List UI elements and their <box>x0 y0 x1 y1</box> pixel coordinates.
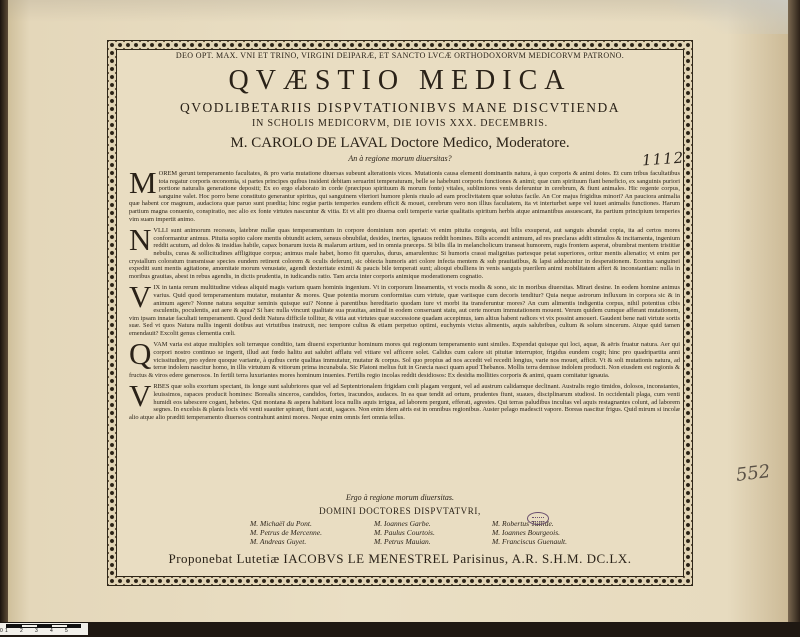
drop-cap: N <box>129 222 152 258</box>
paragraph <box>129 165 680 223</box>
paragraph-text: RBES quæ solis exortum spectant, iis longe sunt salubriores quæ vel ad Septentrionalem frigidam cœli plagam vergunt, vel ad austrum calidamque declinant. Australis regio timidos, dolosos, inconstantes, leuissimos, rapaces producit homines: Borealis sinceros, candidos, fortes, iracundos, audaces. In ea quæ tendit ad ortum, prudentes fiunt, suaues, disciplinarum studiosi. In occidentali plaga, cum venti humidi eos tabescere cogant, hebetes. Qui montana & aspera habitant loca nullis aquis irrigua, ad laborem pergunt, efferati, agrestes. Qui terras paludibus incultas vel aquis restagnantes colunt, ad laborem segnes. In excelsis & planis locis vbi venti suauiter spirant, fiunt acuti, sagaces. Non enim idem aëris est in omnibus regionibus. Auster pelago madescit vapore. Boreas nascitur frigus. Quid mirum si incolæ alio atque alio præditi temperamento diuersos contrahunt animi mores. Neque enim omnis fert omnia tellus. <box>129 383 680 421</box>
imprint: Proponebat Lutetiæ IACOBVS LE MENESTREL Parisinus, A.R. S.H.M. DC.LX. <box>168 551 632 566</box>
drop-cap: M <box>129 165 157 200</box>
scanner-left-edge <box>0 0 8 637</box>
scanner-bottom-band <box>0 622 800 637</box>
disputants-list <box>250 519 612 546</box>
subtitle: QVODLIBETARIIS DISPVTATIONIBVS MANE DISCVTIENDA <box>180 100 620 115</box>
disputant-name: M. Robertus Tullide. <box>492 519 554 528</box>
handwritten-number-margin: 552 <box>734 460 772 487</box>
paragraph <box>129 222 680 280</box>
moderator-line <box>120 134 680 152</box>
moderator-name: M. CAROLO DE LAVAL <box>230 135 387 151</box>
disputant-name: M. Michaël du Pont. <box>250 519 312 528</box>
moderator-role: Doctore Medico, Moderatore. <box>390 135 570 151</box>
paragraph-text: VAM varia est atque multiplex soli terræque conditio, tam diuersi experiuntur hominum mores qui regionum temperamento sunt similes. Expendat quisque qui loci, aquæ, & aëris fruatur natura. Aer qui corpori nostro continuo se ingerit, illud aut fœdo halitu aut salubri afflatu vel vitiare vel afficere solet. Calidus cum calore sit pituitæ interruptor, frigidus eundem cogit; hinc pro quadripartita anni vicissitudine, pro sydere quoque variante, à quibus certe qualitas immutatur, mutatur & corpus. Sol quo propius ad nos accedit vel recedit longius, varie nos mouet, afficit. Vt & soli mutationis natura, ad terræ indolem nascitur homo, in illis virtutum & vitiorum prima incunabula. Sic Platoni melius fuit in Græcia nasci quam apud Thebanos. Mollis terra demisse indolem producit. Non eiusdem est regionis & fructus & viros edere generosos. In fertili terra luxuriantes mores hominum inuenies. Fertilis regio incolas reddit desidiosos: Ex desidia mollities corporis & animi, quam comitatur ignauia. <box>129 341 680 379</box>
disputant-name: M. Ioannes Garbe. <box>374 519 431 528</box>
page-title: QVÆSTIO MEDICA <box>228 65 572 96</box>
paragraph-text: VLLI sunt animorum recessus, latebræ nullæ quas temperamentum in corpore dominium non aperiat: vt enim pituita congesta, aut bilis exsuperat, aut sanguis abundat copia, ita ad certos mores conformantur animus. Pituita sopito calore mentis obtundit aciem, sensus obnubilat, desides, inertes, ignauos reddit homines. Bilis accendit animum, ad res præclaras addit stimulos & incitamenta, ingenium reddit acutum, ad dolos & insidias habile, capax bonarum iuxta & malarum artium, sed in omnia præceps. Si bilis illa in melancholicum transeat humorem, rugis frontem asperat, obumbrat mentem tristitiæ nebulis, curas & sollicitudines affligitque corpus; animus male habet, homo fit querulus, durus, amarulentus: Si humoris crassi malignitas partesque petat superiores, oritur mentis alienatio; vt enim per crystallum coloratum transmissæ species eundem retinent colorem & oculis deferunt, sic obiecta humoris atri colore infecta mentem & sub prauitatibus, & lapsi adducuntur in desperationem. Econtra sanguinei expediti sunt mentis agitatione, amœnitate morum venustate, agendi dexteritate eximii & paucis bile temperati sunt; alioqui ebulliens in venis sanguis puerilem animi mobilitatem affert & inconstantiam: nulla in moribus grauitas, abest in rebus agendis, in dictis prudentia, in iudicandis ratio. Tam arcta inter corporis animique moderationem cognatio. <box>129 227 680 280</box>
handwritten-number-top: 1112 <box>641 148 685 170</box>
drop-cap: Q <box>129 336 152 372</box>
paragraph <box>129 279 680 337</box>
disputant-name: M. Paulus Courtois. <box>374 528 435 537</box>
conclusion: Ergo à regione morum diuersitas. <box>345 493 455 502</box>
ruler-label: 2 <box>20 628 23 634</box>
paragraph-text: IX in tanta rerum multitudine videas aliquid magis varium quam hominis ingenium. Vt in corporum lineamentis, vt vocis modis & sono, sic in moribus diuersitas. Mirari desine. In eodem homine animus varius. Quid quod temperamentum mutatur, mutantur & mores. Quæ potentia morum conformitas cum virtute, quæ variisque cum decoris tenditur? Quia neque astrorum influxum in corpora sic & in animum agere? Nonne natura sequitur seminis quisque sui? Nonne à parentibus hereditario quodam iure vt morbi ita transferuntur mores? An cum alimentis indigentia corpus, nihil potentius cibis esculentis, poculentis, aut aere & aqua? Si hæc nulla vincunt qualitate sua prauitas, animal in eodem conseruant statu, aut certe morum immutationem mouent. Verum quidem cumque afferant mutationem, vim ipsam innatæ facultati temperamenti. Quod dedit Natura difficile tollitur, & vitia aut virtutes quæ successione quadam accepimus, iam altius habent radices vt vix possint amoueri. Gaudent bene nati virtute sortis suæ. Sed vt quos Natura nullis ingenii dotibus aut virtutibus instruxit, nec tempore cultus & etiam perpetuo optimi, euchymis victus alimentis, aquis salubribus, cultum & solum sincerum. Atque quid tamen emendauit? Excolit genus clementia cœli. <box>129 284 680 337</box>
scanner-right-edge <box>788 0 800 637</box>
library-stamp <box>527 512 549 525</box>
dedication: DEO OPT. MAX. VNI ET TRINO, VIRGINI DEIPARÆ, ET SANCTO LVCÆ ORTHODOXORVM MEDICORVM PATRONO. <box>175 51 625 60</box>
scale-ruler <box>0 623 88 635</box>
drop-cap: V <box>129 279 152 315</box>
thesis-question: An à regione morum diuersitas? <box>348 154 452 163</box>
ruler-label: 1 <box>5 628 8 634</box>
ruler-label: 5 <box>65 628 68 634</box>
thesis-body <box>129 165 680 425</box>
adjacent-page-corner <box>670 0 790 34</box>
disputants-heading: DOMINI DOCTORES DISPVTATVRI, <box>319 506 481 516</box>
ruler-label: 3 <box>35 628 38 634</box>
disputant-name: M. Andreas Guyet. <box>250 537 307 546</box>
paragraph-text: OREM gerunt temperamento facultates, & pro varia mutatione diuersas subeunt alterationis vices. Mutationis causa elementi dominantis natura, à quo corporis & animi dotes. Et cum tribus facultatibus tota regatur corporis œconomia, si partes principes quibus insident debitam seruarint temperaturam, belle se habebunt corporis functiones & animi; quæ cum spirituum fiant beneficio, ex sanguinis puriori portione naturalis generatione depositi; Ex eo ergo elaborato in corde (præcipuo spirituum & morum fonte) vitales, sublimiores venis deferuntur in cerebrum, & fiunt animales. Hic regente corpus, sanguine valet. Hoc porro bene constituto generantur spiritus, qui sanguinem vlteriori humore plenis riuulo ad eam proclivitatem quæ solutus facile. An Cor majus frigidius minori? An pauciora animalia quæ habent cor magnum, audaciora quæ paruo sunt prædita; hinc regiæ partis temperies eundem efficit & mouet, cerebrum vero non illius facultatem, ita vt interturbet sæpe vel iuuet animalis functiones. Harum partium magna conuenio, conspiratio, nec alio ex fonte virtutes nascuntur & vitia. Et vt alii pro diuersa cœli temperie variæ qualitatis spiritum herbis atque animantibus assuescant, ita partium principium temperies vim suam impertit animo. <box>129 170 680 223</box>
drop-cap: V <box>129 378 152 414</box>
disputant-name: M. Petrus Mauian. <box>374 537 431 546</box>
ruler-bar <box>6 624 81 628</box>
ruler-label: 0 <box>0 628 3 634</box>
disputant-name: M. Ioannes Bourgeois. <box>492 528 561 537</box>
disputant-name: M. Franciscus Guenault. <box>492 537 567 546</box>
disputant-name: M. Petrus de Mercenne. <box>250 528 322 537</box>
ruler-label: 4 <box>50 628 53 634</box>
session-line: IN SCHOLIS MEDICORVM, DIE IOVIS XXX. DECEMBRIS. <box>252 118 548 129</box>
paragraph <box>129 336 680 379</box>
paragraph <box>129 378 680 421</box>
